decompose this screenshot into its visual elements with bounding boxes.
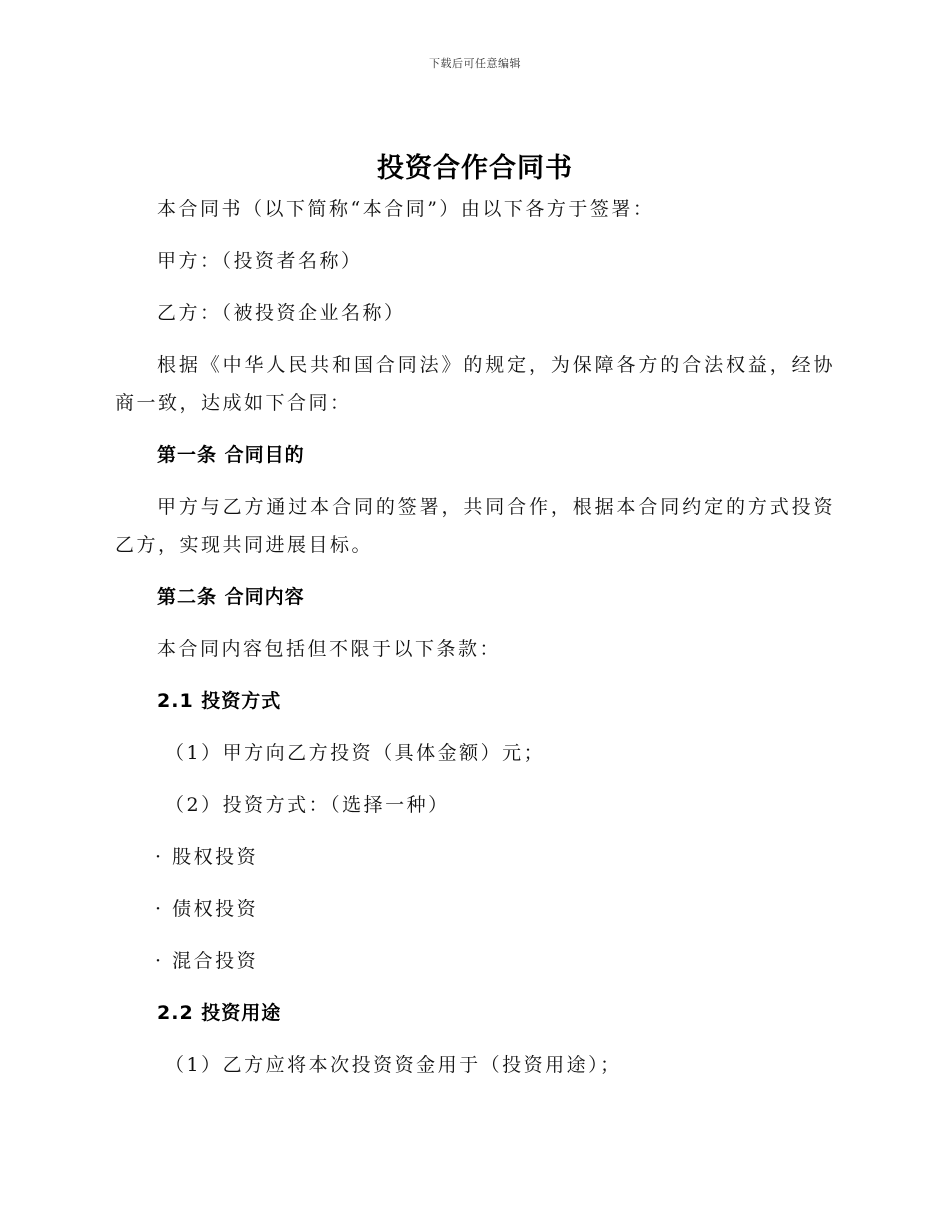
document-body: [115, 190, 835, 1098]
section-2-1-item-1: （1）甲方向乙方投资（具体金额）元；: [165, 742, 546, 764]
party-b-line: 乙方：（被投资企业名称）: [157, 302, 406, 324]
article1-heading: 第一条 合同目的: [157, 444, 305, 466]
option-mixed: · 混合投资: [155, 950, 259, 972]
party-a-line: 甲方：（投资者名称）: [157, 250, 363, 272]
article2-intro: 本合同内容包括但不限于以下条款：: [157, 638, 502, 660]
section-2-1-heading: 2.1 投资方式: [157, 690, 282, 712]
header-note: 下载后可任意编辑: [429, 57, 521, 70]
article1-text: 甲方与乙方通过本合同的签署，共同合作，根据本合同约定的方式投资乙方，实现共同进展目标。: [115, 496, 835, 556]
option-equity: · 股权投资: [155, 846, 259, 868]
article2-heading: 第二条 合同内容: [157, 586, 305, 608]
intro-paragraph: 本合同书（以下简称“本合同”）由以下各方于签署：: [157, 198, 655, 220]
option-debt: · 债权投资: [155, 898, 259, 920]
section-2-1-item-2: （2）投资方式：（选择一种）: [165, 794, 450, 816]
section-2-2-item-1: （1）乙方应将本次投资资金用于（投资用途）；: [165, 1054, 622, 1076]
section-2-2-heading: 2.2 投资用途: [157, 1002, 282, 1024]
document-title: 投资合作合同书: [377, 153, 573, 184]
basis-paragraph: 根据《中华人民共和国合同法》的规定，为保障各方的合法权益，经协商一致，达成如下合同：: [115, 354, 835, 414]
